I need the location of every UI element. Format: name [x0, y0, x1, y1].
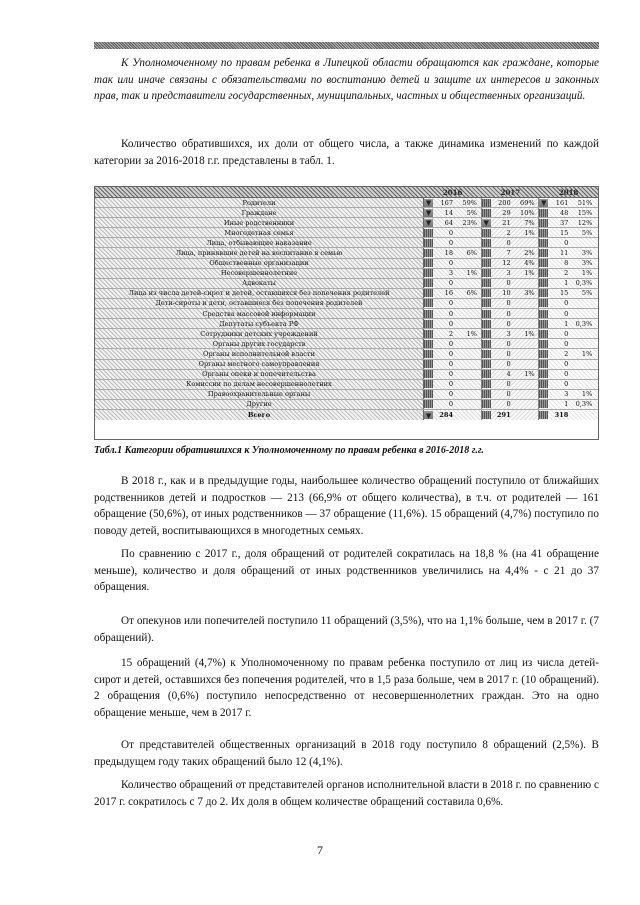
table-cell-2018 [539, 349, 598, 358]
table-row [95, 248, 598, 258]
percent-value: 2% [524, 249, 535, 258]
trend-flat-icon [424, 229, 433, 237]
table-cell-2016 [424, 390, 482, 399]
table-cell-2017 [482, 400, 540, 409]
trend-flat-icon [424, 269, 433, 277]
trend-flat-icon [424, 340, 433, 348]
percent-value: 7% [524, 218, 535, 227]
percent-value: 23% [462, 218, 478, 227]
percent-value: 59% [462, 198, 478, 207]
trend-flat-icon [539, 229, 548, 237]
percent-value: 69% [520, 198, 535, 207]
count-value: 0 [506, 380, 511, 389]
trend-flat-icon [424, 249, 433, 257]
trend-flat-icon [539, 330, 548, 338]
table-row [95, 339, 598, 349]
table-row [95, 370, 598, 380]
trend-flat-icon [482, 269, 491, 277]
table-cell-2018 [539, 380, 598, 389]
count-value: 0 [564, 370, 569, 379]
table-cell-2017 [482, 390, 540, 399]
table-cell-category: Лица, отбывающие наказание [95, 238, 424, 247]
count-value: 0 [448, 238, 454, 247]
table-row [95, 269, 598, 279]
intro-paragraph: К Уполномоченному по правам ребенка в Липецкой области обращаются как граждане, которые так или иначе связаны с обязательствами по воспитанию детей и защите их интересов и законных прав, так и представители государственных, муниципальных, частных и общественных организаций. [94, 57, 599, 102]
table-cell-category: Граждане [95, 208, 424, 217]
table-cell-2017 [482, 238, 540, 247]
table-cell-category: Комиссии по делам несовершеннолетних [95, 380, 424, 389]
count-value: 11 [559, 249, 569, 258]
count-value: 0 [448, 390, 454, 399]
count-value: 3 [506, 329, 511, 338]
count-value: 0 [506, 309, 511, 318]
percent-value: 15% [577, 208, 593, 217]
table-cell-category: Дети-сироты и дети, оставшиеся без попечения родителей [95, 299, 424, 308]
count-value: 0 [564, 360, 569, 369]
table-row [95, 289, 598, 299]
count-value: 0 [506, 400, 511, 409]
percent-value: 1% [581, 390, 593, 399]
trend-flat-icon [539, 380, 548, 388]
count-value: 0 [448, 360, 454, 369]
table-cell-2018 [539, 299, 598, 308]
table-cell-2016 [424, 339, 482, 348]
table-cell-2017 [482, 410, 540, 420]
table-cell-2017 [482, 208, 540, 217]
table-row [95, 228, 598, 238]
table-cell-2018 [539, 309, 598, 318]
trend-flat-icon [539, 310, 548, 318]
table-cell-2017 [482, 279, 540, 288]
table-row [95, 218, 598, 228]
count-value: 7 [506, 249, 511, 258]
table-cell-2018 [539, 319, 598, 328]
percent-value: 5% [466, 208, 478, 217]
count-value: 0 [506, 339, 511, 348]
count-value: 0 [564, 329, 569, 338]
trend-flat-icon [482, 249, 491, 257]
paragraph-public-orgs: От представителей общественных организаций в 2018 году поступило 8 обращений (2,5%). В предыдущем году таких обращений было 12 (4,1%). [94, 739, 599, 768]
count-value: 0 [448, 279, 454, 288]
count-value: 48 [559, 208, 569, 217]
trend-flat-icon [482, 400, 491, 408]
table-cell-2018 [539, 208, 598, 217]
count-value: 0 [448, 339, 454, 348]
table-cell-2017 [482, 269, 540, 278]
trend-flat-icon [424, 390, 433, 398]
table-cell-2016 [424, 269, 482, 278]
trend-flat-icon [424, 380, 433, 388]
count-value: 161 [555, 198, 569, 207]
paragraph-executive: Количество обращений от представителей органов исполнительной власти в 2018 г. по сравнению с 2017 г. сократилось с 7 до 2. Их доля в общем количестве обращений составила 0,6%. [94, 779, 599, 808]
percent-value: 0,3% [575, 319, 593, 328]
percent-value: 3% [581, 259, 593, 268]
trend-flat-icon [539, 289, 548, 297]
table-row [95, 279, 598, 289]
table-cell-2018 [539, 218, 598, 227]
table-header-2017: 2017 [500, 187, 521, 197]
count-value: 0 [564, 309, 569, 318]
trend-flat-icon [424, 279, 433, 287]
table-body [95, 198, 598, 420]
percent-value: 1% [581, 349, 593, 358]
table-cell-category: Иные родственники [95, 218, 424, 227]
table-cell-2017 [482, 248, 540, 257]
table-row [95, 309, 598, 319]
table-row [95, 259, 598, 269]
table-row [95, 400, 598, 410]
trend-flat-icon [539, 370, 548, 378]
percent-value: 51% [577, 198, 593, 207]
table-cell-2017 [482, 218, 540, 227]
table-cell-2018 [539, 238, 598, 247]
table-cell-category: Другие [95, 400, 424, 409]
table-cell-2017 [482, 329, 540, 338]
trend-flat-icon [539, 400, 548, 408]
table-cell-2016 [424, 360, 482, 369]
percent-value: 1% [581, 269, 593, 278]
table-row [95, 329, 598, 339]
table-cell-category: Органы опеки и попечительства [95, 370, 424, 379]
trend-flat-icon [539, 249, 548, 257]
trend-flat-icon [539, 340, 548, 348]
table-cell-2017 [482, 360, 540, 369]
trend-flat-icon [482, 289, 491, 297]
table-row [95, 198, 598, 208]
trend-flat-icon [539, 279, 548, 287]
table-cell-category: Органы других государств [95, 339, 424, 348]
trend-flat-icon [424, 370, 433, 378]
percent-value: 3% [581, 249, 593, 258]
trend-flat-icon [539, 350, 548, 358]
trend-flat-icon [539, 411, 548, 419]
trend-flat-icon [539, 219, 548, 227]
table-cell-2016 [424, 289, 482, 298]
percent-value: 1% [524, 370, 535, 379]
table-cell-2018 [539, 339, 598, 348]
table-cell-category: Всего [95, 410, 424, 420]
table-intro-paragraph: Количество обратившихся, их доли от общего числа, а также динамика изменений по каждой категории за 2016-2018 г.г. представлены в табл. 1. [94, 138, 599, 167]
table-header-2016: 2016 [442, 187, 463, 197]
count-value: 0 [506, 299, 511, 308]
percent-value: 0,3% [575, 279, 593, 288]
trend-flat-icon [539, 209, 548, 217]
table-row [95, 299, 598, 309]
count-value: 18 [444, 249, 454, 258]
count-value: 14 [444, 208, 454, 217]
trend-flat-icon [424, 400, 433, 408]
count-value: 15 [559, 289, 569, 298]
table-cell-2018 [539, 279, 598, 288]
trend-flat-icon [482, 229, 491, 237]
table-cell-2016 [424, 299, 482, 308]
table-cell-2018 [539, 269, 598, 278]
count-value: 2 [564, 269, 569, 278]
trend-flat-icon [424, 330, 433, 338]
table-cell-category: Многодетная семья [95, 228, 424, 237]
table-cell-2017 [482, 299, 540, 308]
trend-flat-icon [482, 370, 491, 378]
table-cell-2017 [482, 370, 540, 379]
percent-value: 5% [581, 228, 593, 237]
table-cell-category: Органы исполнительной власти [95, 349, 424, 358]
trend-flat-icon [482, 390, 491, 398]
table-cell-2016 [424, 228, 482, 237]
table-caption: Табл.1 Категории обратившихся к Уполномоченному по правам ребенка в 2016-2018 г.г. [94, 445, 484, 456]
table-cell-2017 [482, 339, 540, 348]
table-row [95, 208, 598, 218]
page-number: 7 [317, 843, 323, 857]
table-cell-2016 [424, 400, 482, 409]
table-cell-2018 [539, 198, 598, 207]
count-value: 167 [440, 198, 454, 207]
percent-value: 3% [524, 289, 535, 298]
count-value: 4 [506, 370, 511, 379]
count-value: 0 [564, 339, 569, 348]
table-cell-2018 [539, 329, 598, 338]
table-row [95, 349, 598, 359]
trend-flat-icon [482, 320, 491, 328]
table-cell-2016 [424, 279, 482, 288]
table-cell-category: Депутаты субъекта РФ [95, 319, 424, 328]
percent-value: 1% [466, 269, 478, 278]
count-value: 0 [564, 380, 569, 389]
count-value: 284 [439, 411, 454, 420]
percent-value: 1% [524, 269, 535, 278]
count-value: 15 [559, 228, 569, 237]
table-cell-2018 [539, 360, 598, 369]
table-header [95, 187, 598, 198]
trend-flat-icon [424, 259, 433, 267]
trend-flat-icon [482, 411, 491, 419]
trend-flat-icon [482, 340, 491, 348]
trend-flat-icon [539, 259, 548, 267]
count-value: 0 [448, 349, 454, 358]
count-value: 0 [506, 279, 511, 288]
count-value: 0 [448, 299, 454, 308]
count-value: 0 [506, 360, 511, 369]
table-cell-2016 [424, 218, 482, 227]
count-value: 200 [498, 198, 511, 207]
table-cell-2016 [424, 349, 482, 358]
table-cell-category: Средства массовой информации [95, 309, 424, 318]
count-value: 0 [564, 238, 569, 247]
count-value: 0 [506, 390, 511, 399]
percent-value: 4% [524, 259, 535, 268]
table-cell-2017 [482, 349, 540, 358]
trend-flat-icon [482, 279, 491, 287]
paragraph-comparison: По сравнению с 2017 г., доля обращений от родителей сократилась на 18,8 % (на 41 обращение меньше), количество и доля обращений от иных родственников увеличились на 4,4% - с 21 до 37 обращения. [94, 548, 599, 593]
paragraph-guardians: От опекунов или попечителей поступило 11 обращений (3,5%), что на 1,1% больше, чем в 2017 г. (7 обращений). [94, 615, 599, 644]
trend-flat-icon [482, 380, 491, 388]
trend-flat-icon [424, 289, 433, 297]
count-value: 3 [506, 269, 511, 278]
table-cell-2017 [482, 319, 540, 328]
count-value: 0 [448, 380, 454, 389]
trend-flat-icon [482, 350, 491, 358]
table-cell-2017 [482, 198, 540, 207]
table-cell-2018 [539, 228, 598, 237]
table-cell-2018 [539, 410, 598, 420]
trend-down-icon: ▼ [425, 198, 432, 207]
table-cell-2018 [539, 400, 598, 409]
trend-flat-icon [539, 299, 548, 307]
count-value: 1 [564, 319, 569, 328]
table-cell-2018 [539, 248, 598, 257]
trend-flat-icon [482, 310, 491, 318]
table-cell-2016 [424, 208, 482, 217]
percent-value: 0,3% [575, 400, 593, 409]
trend-flat-icon [424, 350, 433, 358]
table-cell-2017 [482, 228, 540, 237]
count-value: 0 [506, 319, 511, 328]
trend-flat-icon [482, 360, 491, 368]
count-value: 3 [564, 390, 569, 399]
count-value: 0 [448, 400, 454, 409]
count-value: 10 [502, 289, 511, 298]
trend-flat-icon [482, 259, 491, 267]
trend-flat-icon [482, 299, 491, 307]
table-header-category [95, 187, 424, 197]
percent-value: 5% [581, 289, 593, 298]
table-cell-category: Родители [95, 198, 424, 207]
percent-value: 1% [466, 329, 478, 338]
table-row-total [95, 410, 598, 420]
table-cell-2016 [424, 319, 482, 328]
trend-flat-icon [539, 239, 548, 247]
count-value: 29 [502, 208, 511, 217]
count-value: 1 [564, 400, 569, 409]
table-cell-2018 [539, 259, 598, 268]
table-cell-category: Общественные организации [95, 259, 424, 268]
table-row [95, 319, 598, 329]
trend-down-icon: ▼ [425, 208, 432, 217]
table-cell-2017 [482, 259, 540, 268]
count-value: 0 [564, 299, 569, 308]
table-cell-category: Лица, принявшие детей на воспитание в семью [95, 248, 424, 257]
count-value: 0 [448, 259, 454, 268]
table-cell-2016 [424, 329, 482, 338]
trend-flat-icon [482, 209, 491, 217]
table-cell-2016 [424, 380, 482, 389]
trend-flat-icon [539, 360, 548, 368]
trend-down-icon: ▼ [425, 410, 432, 420]
table-cell-category: Адвокаты [95, 279, 424, 288]
trend-flat-icon [424, 239, 433, 247]
trend-flat-icon [424, 299, 433, 307]
percent-value: 10% [520, 208, 535, 217]
table-cell-2018 [539, 390, 598, 399]
table-cell-category: Правоохранительные органы [95, 390, 424, 399]
count-value: 12 [502, 259, 511, 268]
count-value: 16 [444, 289, 454, 298]
trend-flat-icon [539, 390, 548, 398]
table-row [95, 380, 598, 390]
categories-table [94, 186, 599, 440]
table-cell-2017 [482, 289, 540, 298]
count-value: 0 [448, 309, 454, 318]
table-row [95, 238, 598, 248]
table-cell-2016 [424, 238, 482, 247]
table-cell-category: Сотрудники детских учреждений [95, 329, 424, 338]
percent-value: 1% [524, 228, 535, 237]
trend-down-icon: ▼ [425, 218, 432, 227]
trend-flat-icon [482, 199, 491, 207]
count-value: 37 [559, 218, 569, 227]
trend-flat-icon [424, 310, 433, 318]
count-value: 0 [448, 370, 454, 379]
trend-down-icon: ▼ [483, 218, 489, 227]
table-cell-2016 [424, 248, 482, 257]
count-value: 21 [502, 218, 511, 227]
percent-value: 6% [466, 249, 478, 258]
trend-flat-icon [424, 320, 433, 328]
percent-value: 12% [577, 218, 593, 227]
count-value: 1 [564, 279, 569, 288]
table-cell-category: Органы местного самоуправления [95, 360, 424, 369]
trend-flat-icon [424, 360, 433, 368]
count-value: 291 [496, 411, 511, 420]
count-value: 0 [448, 228, 454, 237]
trend-down-icon: ▼ [541, 198, 547, 207]
trend-flat-icon [539, 320, 548, 328]
percent-value: 6% [466, 289, 478, 298]
trend-flat-icon [482, 330, 491, 338]
table-row [95, 390, 598, 400]
count-value: 8 [564, 259, 569, 268]
trend-flat-icon [482, 239, 491, 247]
table-cell-2016 [424, 259, 482, 268]
table-cell-2018 [539, 370, 598, 379]
table-cell-2016 [424, 370, 482, 379]
count-value: 2 [506, 228, 511, 237]
count-value: 318 [554, 411, 569, 420]
table-cell-2017 [482, 309, 540, 318]
table-cell-2018 [539, 289, 598, 298]
table-row [95, 360, 598, 370]
table-cell-2016 [424, 410, 482, 420]
table-cell-2016 [424, 309, 482, 318]
count-value: 0 [506, 238, 511, 247]
count-value: 0 [506, 349, 511, 358]
table-cell-2017 [482, 380, 540, 389]
paragraph-orphans: 15 обращений (4,7%) к Уполномоченному по правам ребенка поступило от лиц из числа детей-сирот и детей, оставшихся без попечения родителей, что в 1,5 раза больше, чем в 2017 г. (10 обращений). 2 обращения (0,6%) поступило непосредственно от несовершеннолетних граждан. Это на одно обращение меньше, чем в 2017 г. [94, 657, 599, 719]
table-cell-2016 [424, 198, 482, 207]
trend-flat-icon [539, 269, 548, 277]
paragraph-relatives: В 2018 г., как и в предыдущие годы, наибольшее количество обращений поступило от ближайших родственников детей и подростков — 213 (66,9% от общего количества), в т.ч. от родителей — 161 обращение (50,6%), от иных родственников — 37 обращение (11,6%). 15 обращений (4,7%) поступило по поводу детей, воспитывающихся в многодетных семьях. [94, 475, 599, 537]
count-value: 64 [444, 218, 454, 227]
table-header-2018: 2018 [558, 187, 579, 197]
table-cell-category: Лица из числа детей-сирот и детей, оставшихся без попечения родителей [95, 289, 424, 298]
percent-value: 1% [524, 329, 535, 338]
count-value: 3 [448, 269, 454, 278]
count-value: 2 [564, 349, 569, 358]
count-value: 0 [448, 319, 454, 328]
header-rule [94, 42, 599, 49]
count-value: 2 [448, 329, 454, 338]
table-cell-category: Несовершеннолетние [95, 269, 424, 278]
